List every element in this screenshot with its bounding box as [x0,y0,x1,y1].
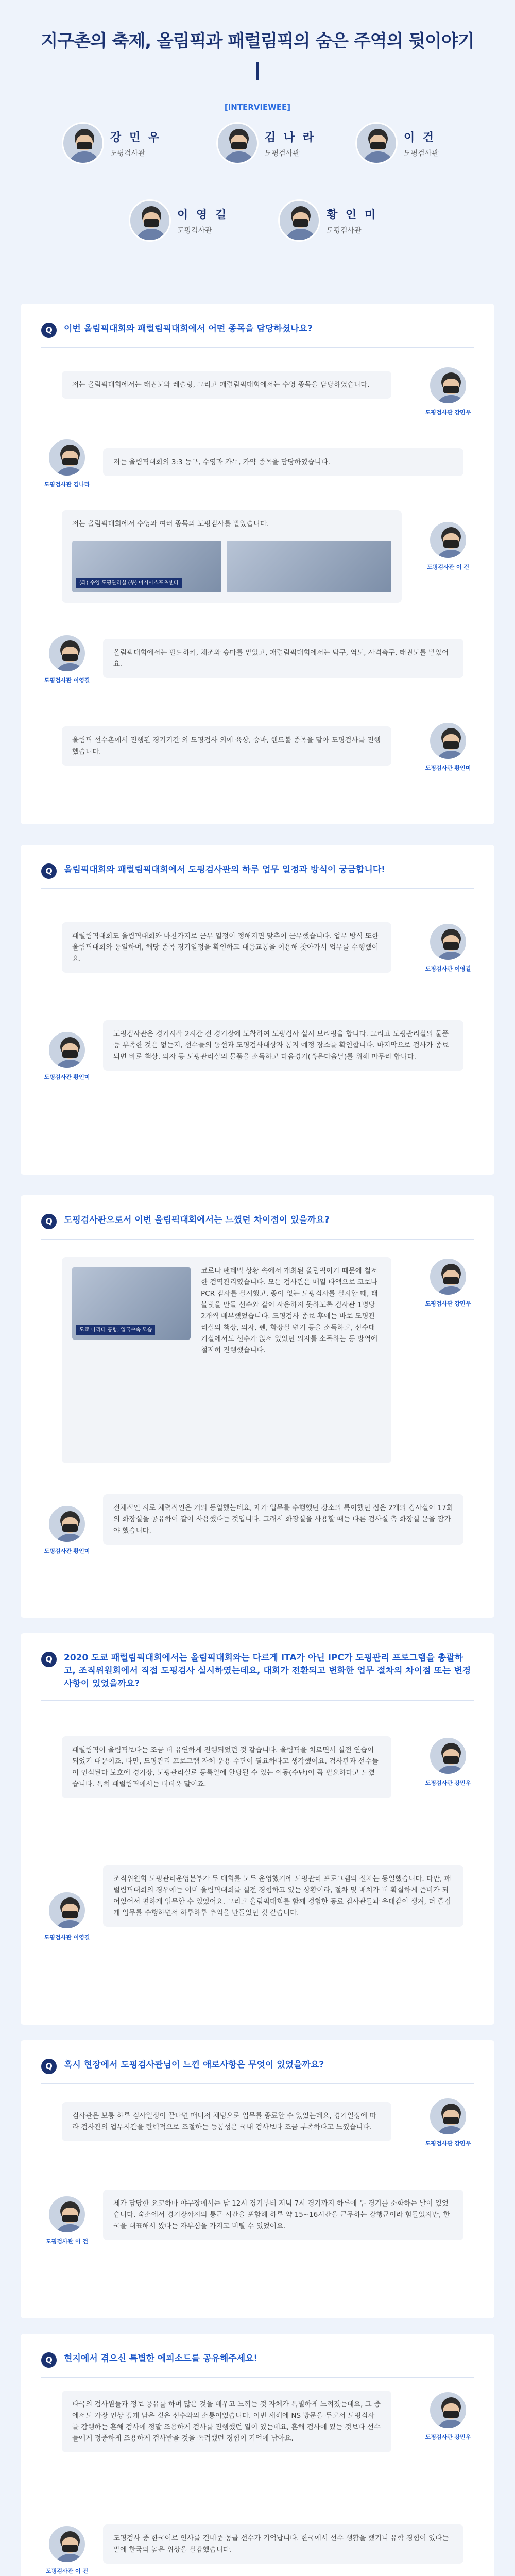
person-hwang [278,199,377,242]
speaker-yi [41,1891,93,1941]
speaker-caption: 도핑검사관 황인미 [44,1548,90,1554]
answer-bubble: 전체적인 시로 체력적인은 거의 동일했는데요, 제가 업무를 수행했던 장소의 특이했던 점은 2개의 검사실이 17회의 화장실을 공유하여 같이 사용했다는 것입니다. 그래서 화장실을 사용할 때는 다른 검사실 측 화장실 문을 잠가야 했습니다. [103,1494,464,1545]
question-icon: Q [41,2352,57,2368]
speaker-caption: 도핑검사관 강민우 [425,1300,471,1307]
answer-bubble [62,1257,391,1463]
person-name: 황 인 미 [327,208,378,222]
avatar [428,520,468,560]
answer-bubble: 도핑검사관은 경기시작 2시간 전 경기장에 도착하여 도핑검사 실시 브리핑을 합니다. 그리고 도핑관리실의 물품 등 부족한 것은 없는지, 선수들의 동선과 도핑검사대상자 통지 예정 장소를 확인합니다. 마지막으로 검사가 종료되면 바로 책상, 의자 등 도핑관리실의 물품을 소독하고 다음경기(혹은다음날)를 위해 마무리 합니다. [103,1020,464,1071]
photo-doping-room [72,541,221,592]
speaker-lee [41,2524,93,2575]
avatar [428,922,468,961]
avatar [62,122,104,164]
interviewee-label: [INTERVIEWEE] [224,103,291,112]
person-role: 도핑검사관 [110,149,145,158]
qa-section-1 [21,304,494,824]
answer-bubble: 올림픽 선수촌에서 진행된 경기기간 외 도핑검사 외에 육상, 승마, 핸드볼 종목을 맡아 도핑검사를 진행했습니다. [62,726,391,766]
avatar [47,1030,87,1070]
speaker-hwang [422,721,474,772]
speaker-caption: 도핑검사관 강민우 [425,1780,471,1786]
question-icon: Q [41,863,57,879]
question-icon: Q [41,323,57,338]
person-name: 김 나 라 [265,131,316,144]
answer-bubble: 조직위원회 도핑관리운영본부가 두 대회를 모두 운영했기에 도핑관리 프로그램의 절차는 동일했습니다. 다만, 패럴림픽대회의 경우에는 이미 올림픽대회를 실전 경험하고 있는 상황이라, 절차 및 배치가 더 확실하게 준비가 되어있어서 편하게 업무할 수 있었어요. 그리고 올림픽대회를 함께 경험한 동료 검사관들과 유대감이 생겨, 더 즐겁게 업무를 수행하면서 하루하루 추억을 만들었던 것 같습니다. [103,1865,464,1927]
avatar [47,2195,87,2234]
qa-section-6 [21,2334,494,2576]
title-divider [256,62,259,80]
speaker-kang [422,1257,474,1308]
qa-section-3 [21,1195,494,1618]
answer-bubble: 저는 올림픽대회의 3:3 농구, 수영과 카누, 카약 종목을 담당하였습니다. [103,448,464,476]
answer-text: 코로나 팬데믹 상황 속에서 개최된 올림픽이기 때문에 철저한 검역관리였습니다. 모든 검사관은 매일 타액으로 코로나 PCR 검사를 실시했고, 종이 없는 도핑검사를 실시할 때, 태블릿을 만들 선수와 같이 사용하지 못하도록 검사관 1명당 2개씩 배부했었습니다. 도핑검사 종료 후에는 바로 도핑관리실의 책상, 의자, 펜, 화장실 변기 등을 소독하고, 선수대기실에서도 선수가 앉서 있었던 의자를 소독하는 등 방역에 철저히 진행했습니다. [201,1267,378,1354]
question-text: 2020 도쿄 패럴림픽대회에서는 올림픽대회와는 다르게 ITA가 아닌 IPC가 도핑관리 프로그램을 총괄하고, 조직위원회에서 직접 도핑검사 실시하였는데요, 대회가 전환되고 변화한 업무 절차의 차이점 또는 변경사항이 있었을까요? [64,1653,471,1689]
speaker-caption: 도핑검사관 황인미 [44,1074,90,1080]
avatar [428,2391,468,2430]
divider [41,347,474,348]
person-kang [62,122,161,164]
question-text: 현지에서 겪으신 특별한 에피소드를 공유해주세요! [64,2353,258,2364]
divider [41,2377,474,2378]
person-role: 도핑검사관 [327,226,362,235]
avatar [47,634,87,673]
answer-bubble: 패럴림픽대회도 올림픽대회와 마찬가지로 근무 일정이 정해지면 맞추어 근무했습니다. 업무 방식 또한 올림픽대회와 동일하며, 해당 종목 경기일정을 확인하고 대응교통을 이용해 찾아가서 업무를 수행했어요. [62,922,391,973]
person-role: 도핑검사관 [177,226,212,235]
speaker-hwang [41,1030,93,1081]
answer-bubble: 패럴림픽이 올림픽보다는 조금 더 유연하게 진행되었던 것 같습니다. 올림픽을 치르면서 실전 연습이 되었기 때문이죠. 다만, 도핑관리 프로그램 자체 운용 수단이 필요하다고 생각했어요. 검사관과 선수들이 인식된다 보호에 경기장, 도핑관리실로 등록일에 할당될 수 있는 이동(수단)이 꼭 필요하다고 느꼈습니다. 특히 패럴림픽에서는 더더욱 말이죠. [62,1736,391,1798]
speaker-yi [422,922,474,973]
speaker-caption: 도핑검사관 강민우 [425,2140,471,2147]
speaker-caption: 도핑검사관 이 건 [426,564,470,570]
answer-text: 저는 올림픽대회에서 수영과 여러 종목의 도핑검사를 맡았습니다. [72,520,269,528]
question-text: 이번 올림픽대회와 패럴림픽대회에서 어떤 종목을 담당하셨나요? [64,324,313,334]
avatar [355,122,398,164]
page-title: 지구촌의 축제, 올림픽과 패럴림픽의 숨은 주역의 뒷이야기 [41,31,474,52]
speaker-kim [41,438,93,488]
answer-bubble: 도핑검사 중 한국어로 인사를 건네준 몽골 선수가 기억납니다. 한국에서 선수 생활을 했기니 유학 경험이 있다는 말에 한국의 높은 위상을 실감했습니다. [103,2524,464,2564]
person-name: 이 건 [404,131,436,144]
speaker-lee [422,520,474,571]
speaker-kang [422,1736,474,1787]
divider [41,2083,474,2084]
question-icon: Q [41,2059,57,2074]
answer-bubble: 제가 담당한 요코하마 야구장에서는 남 12시 경기부터 저녁 7시 경기까지 하루에 두 경기를 소화하는 날이 있었습니다. 숙소에서 경기장까지의 통근 시간을 포함해 하루 약 15~16시간을 근무하는 강행군이라 힘들었지만, 한국을 대표해서 왔다는 자부심을 가지고 버틸 수 있었어요. [103,2190,464,2240]
question-text: 올림픽대회와 패럴림픽대회에서 도핑검사관의 하루 업무 일정과 방식이 궁금합니다! [64,865,385,875]
person-role: 도핑검사관 [404,149,439,158]
avatar [47,1891,87,1930]
avatar [428,2097,468,2136]
divider [41,888,474,889]
question-text: 혹시 현장에서 도핑검사관님이 느낀 애로사항은 무엇이 있었을까요? [64,2060,324,2070]
speaker-hwang [41,1504,93,1555]
avatar [47,2524,87,2564]
speaker-yi [41,634,93,684]
person-name: 강 민 우 [110,131,162,144]
person-role: 도핑검사관 [265,149,300,158]
avatar [428,721,468,760]
answer-bubble: 올림픽대회에서는 필드하키, 체조와 승마를 맡았고, 패럴림픽대회에서는 탁구, 역도, 사격축구, 태권도를 맡았어요. [103,639,464,678]
answer-bubble: 저는 올림픽대회에서는 태권도와 레슬링, 그리고 패럴림픽대회에서는 수영 종목을 담당하였습니다. [62,371,391,399]
speaker-lee [41,2195,93,2245]
answer-bubble: 타국의 검사원들과 정보 공유를 하며 많은 것을 배우고 느끼는 것 자체가 특별하게 느껴졌는데요, 그 중에서도 가장 인상 깊게 남은 것은 선수와의 소통이었습니다. 이번 새해에 NS 방문을 두고서 도핑검사를 감행하는 흔해 검사에 정말 조용하게 검사를 진행했던 일이 있는데요, 흔해 검사에 있는 것보다 선수들에게 정중하게 조용하게 검사받을 것을 독려했던 경험이 기억에 남아요. [62,2391,391,2452]
speaker-kang [422,2391,474,2441]
avatar [47,1504,87,1544]
speaker-caption: 도핑검사관 이 건 [45,2568,89,2574]
speaker-caption: 도핑검사관 강민우 [425,2434,471,2441]
speaker-kang [422,2097,474,2147]
qa-section-4 [21,1633,494,2025]
speaker-caption: 도핑검사관 이영길 [425,965,471,972]
avatar [47,438,87,477]
speaker-caption: 도핑검사관 이영길 [44,677,90,684]
person-yi [129,199,228,242]
qa-section-2 [21,845,494,1175]
speaker-caption: 도핑검사관 이영길 [44,1934,90,1941]
question-text: 도핑검사관으로서 이번 올림픽대회에서는 느꼈던 차이점이 있을까요? [64,1215,330,1225]
photo-sports-center [227,541,391,592]
divider [41,1239,474,1240]
question-icon: Q [41,1652,57,1667]
speaker-caption: 도핑검사관 강민우 [425,409,471,416]
avatar [428,1736,468,1775]
avatar [129,199,171,242]
avatar [278,199,320,242]
interviewee-list [0,122,515,272]
answer-bubble: 검사관은 보통 하루 검사일정이 끝나면 매니저 채팅으로 업무를 종료할 수 있었는데요, 경기일정에 따라 검사관의 업무시간을 탄력적으로 조절하는 등통성은 국내 검사보다 조금 부족하다고 느꼈습니다. [62,2102,391,2141]
photo-caption: (좌) 수영 도핑관리실 (우) 아시아스포츠센터 [76,578,182,588]
speaker-kang [422,366,474,416]
person-lee [355,122,439,164]
speaker-caption: 도핑검사관 황인미 [425,765,471,771]
avatar [428,366,468,405]
speaker-caption: 도핑검사관 김나라 [44,481,90,488]
speaker-caption: 도핑검사관 이 건 [45,2238,89,2245]
avatar [428,1257,468,1296]
qa-section-5 [21,2040,494,2318]
avatar [216,122,259,164]
person-kim [216,122,316,164]
person-name: 이 영 길 [177,208,229,222]
divider [41,1700,474,1701]
question-icon: Q [41,1214,57,1229]
photo-caption: 도쿄 나리타 공항, 입국수속 모습 [76,1325,155,1335]
photo-airport [72,1267,191,1340]
